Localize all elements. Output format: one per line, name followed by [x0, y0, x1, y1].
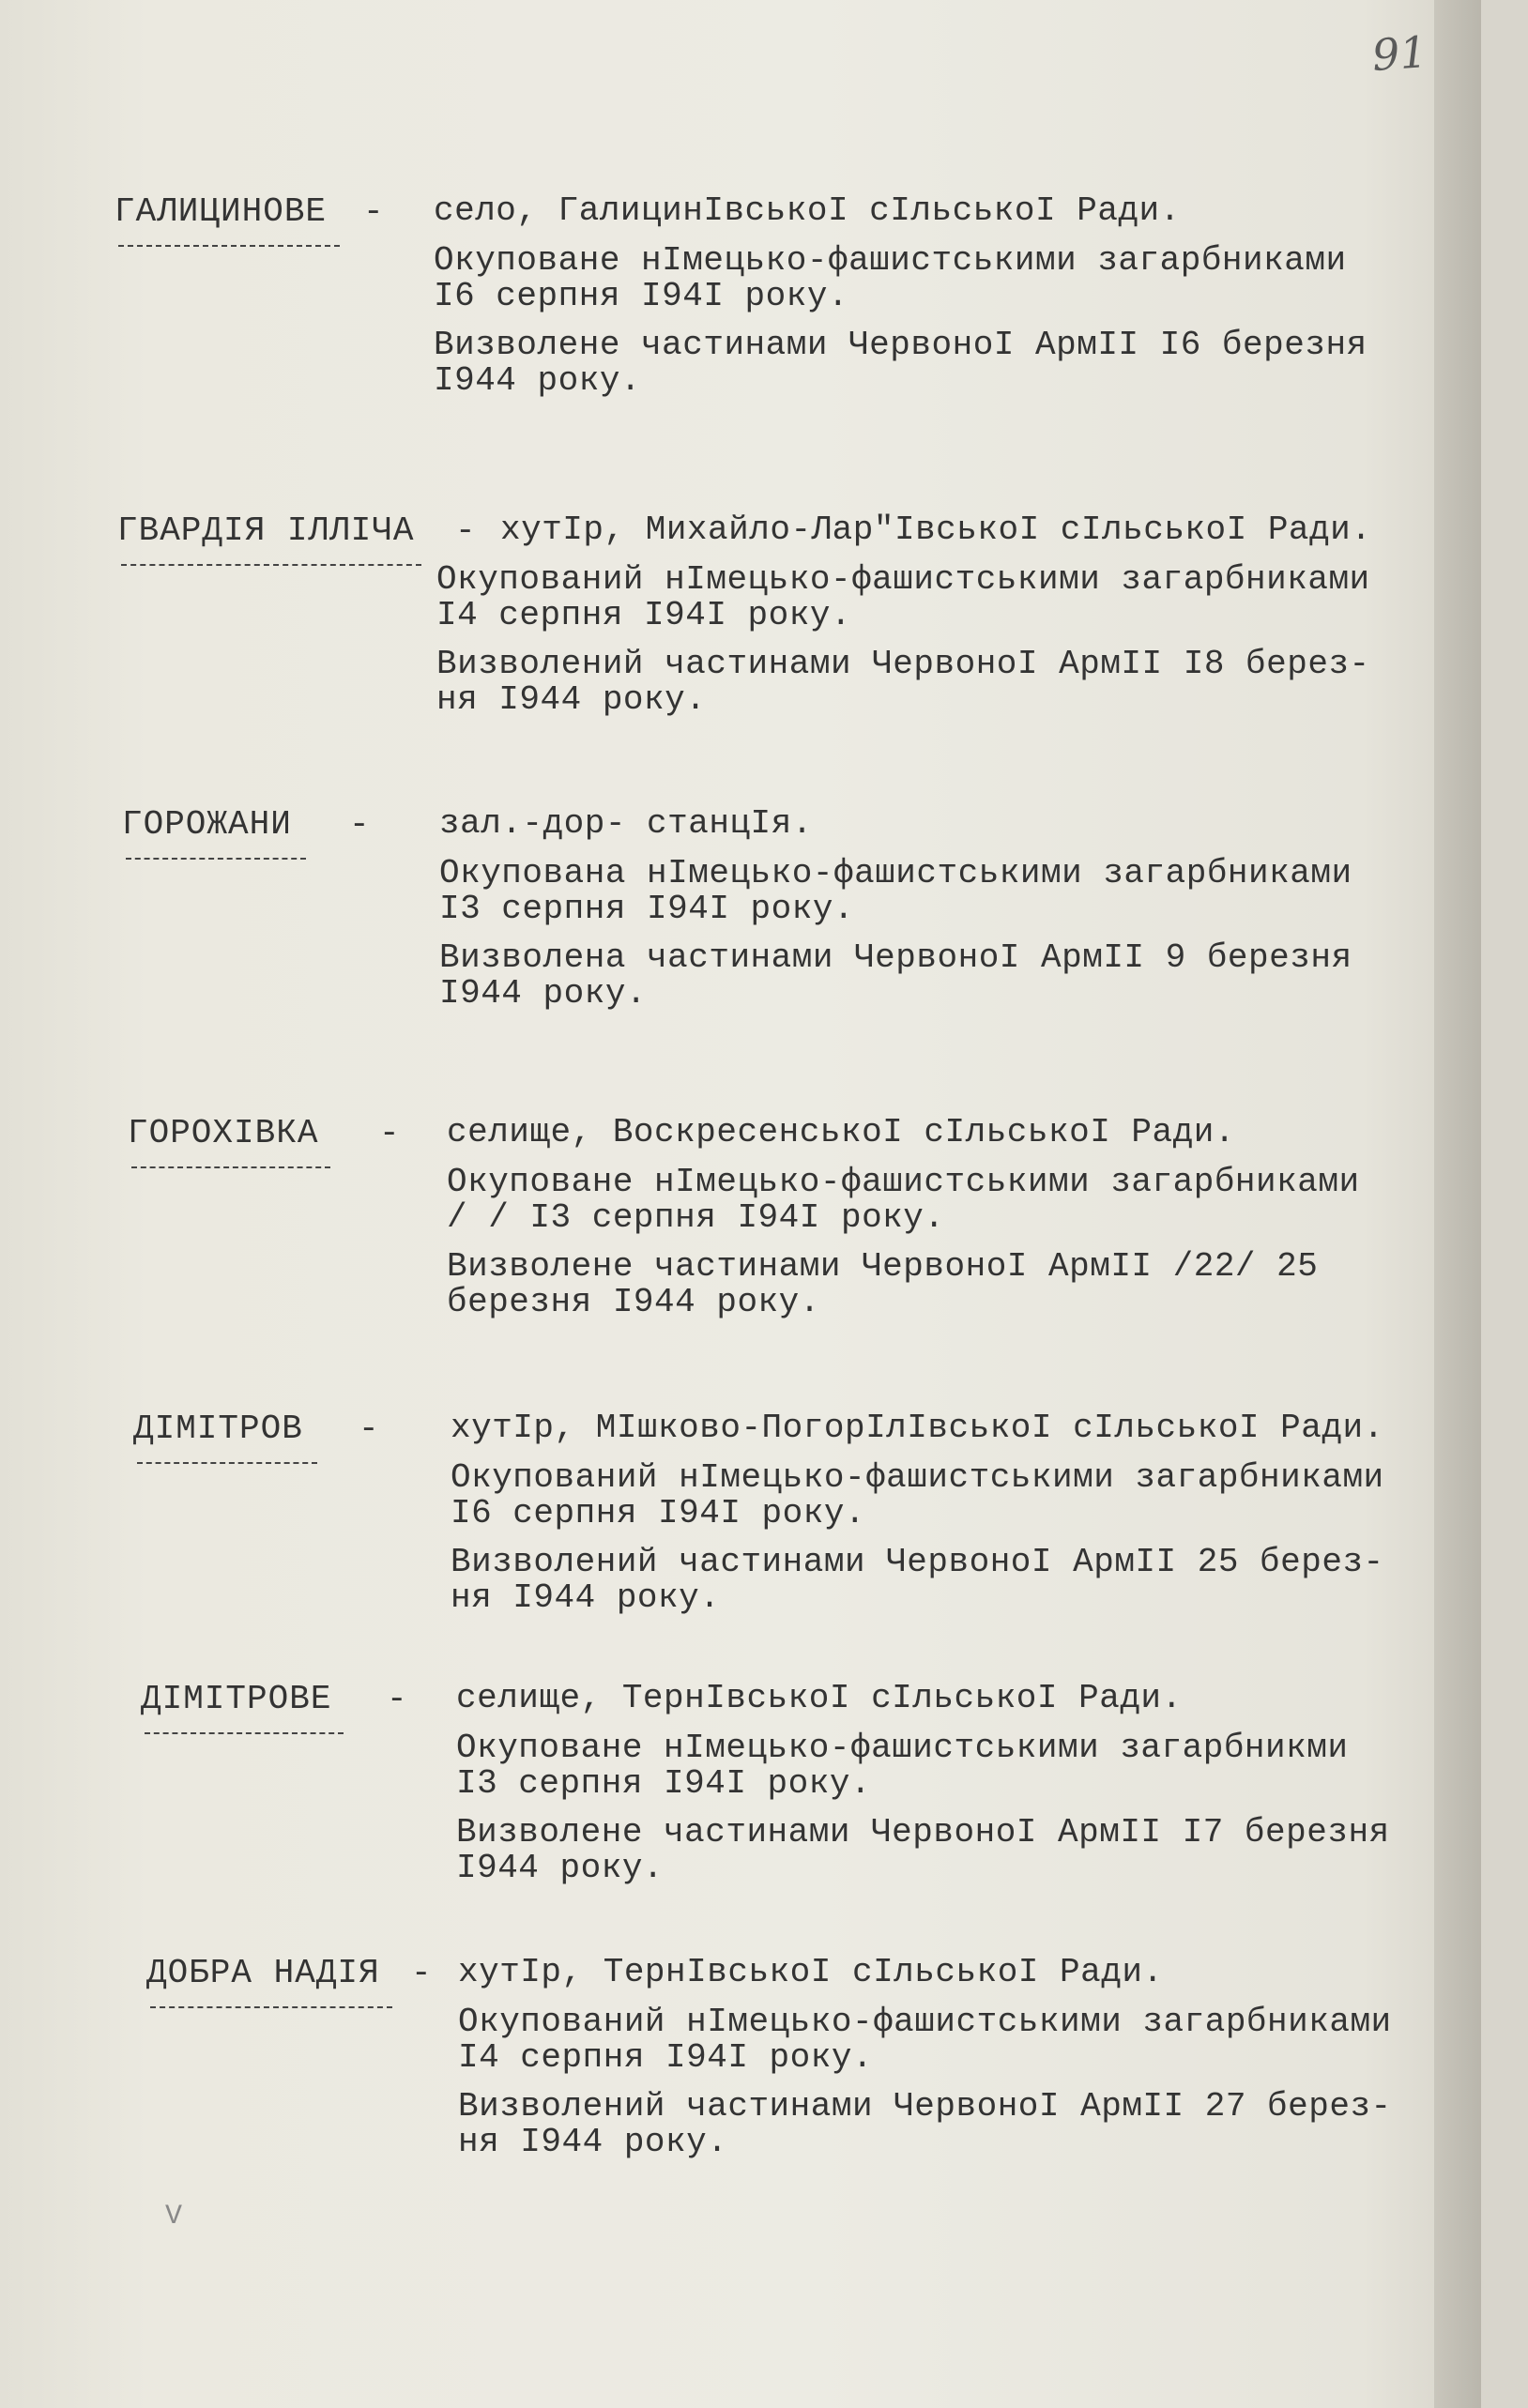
- liberation-paragraph: [439, 940, 1472, 1012]
- liberation-line: Визволене частинами ЧервоноI АрмII /22/ 25: [447, 1247, 1319, 1286]
- liberation-line: Визволений частинами ЧервоноI АрмII 25 берез-: [451, 1543, 1384, 1581]
- occupation-line: / / I3 серпня I94I року.: [447, 1198, 945, 1237]
- occupation-line: Окупований нIмецько-фашистськими загарбниками: [451, 1458, 1384, 1497]
- occupation-line: I3 серпня I94I року.: [456, 1764, 872, 1803]
- occupation-line: Окуповане нIмецько-фашистськими загарбниками: [447, 1163, 1360, 1201]
- page-number: 91: [1370, 26, 1429, 81]
- entry-dash: -: [379, 1114, 400, 1152]
- liberation-line: I944 року.: [434, 361, 642, 400]
- entry-term: ГВАРДІЯ ІЛЛІЧА: [117, 511, 415, 550]
- entry-dash: -: [455, 511, 476, 550]
- entry-location: хутIр, Михайло-Лар"IвськоI сIльськоI Ради.: [500, 511, 1372, 549]
- entry-location: селище, ВоскресенськоI сIльськоI Ради.: [447, 1113, 1235, 1151]
- entry-description: [458, 1954, 1481, 2173]
- entry-description-body: [436, 562, 1469, 731]
- entry-location: зал.-дор- станцIя.: [439, 804, 813, 843]
- occupation-line: Окуповане нIмецько-фашистськими загарбниками: [434, 241, 1347, 280]
- entry-description: [439, 805, 1472, 1025]
- entry-term: ГОРОХІВКА: [128, 1114, 319, 1152]
- entry-description: [447, 1114, 1479, 1334]
- liberation-line: ня I944 року.: [451, 1578, 721, 1617]
- liberation-paragraph: [458, 2089, 1481, 2160]
- occupation-line: Окупована нIмецько-фашистськими загарбниками: [439, 854, 1352, 892]
- occupation-line: I4 серпня I94I року.: [436, 596, 852, 634]
- entry-description: [456, 1680, 1481, 1899]
- entry-description: [500, 511, 1481, 562]
- entry-galytsynove: [115, 192, 1475, 436]
- entry-term: ГАЛИЦИНОВЕ: [115, 192, 328, 231]
- liberation-line: Визволене частинами ЧервоноI АрмII I6 березня: [434, 326, 1368, 364]
- occupation-paragraph: [447, 1165, 1479, 1236]
- liberation-line: Визволене частинами ЧервоноI АрмII I7 березня: [456, 1813, 1390, 1852]
- entry-hvardiia-illicha: [117, 511, 1478, 755]
- occupation-line: I6 серпня I94I року.: [434, 277, 849, 315]
- term-underline: [150, 1999, 392, 2008]
- entry-term: ГОРОЖАНИ: [122, 805, 292, 844]
- entry-dash: -: [349, 805, 370, 844]
- margin-check-mark: V: [165, 2201, 183, 2233]
- occupation-paragraph: [434, 243, 1466, 314]
- entry-horokhivka: [128, 1114, 1481, 1358]
- entry-horozhany: [122, 805, 1481, 1049]
- occupation-paragraph: [436, 562, 1469, 633]
- term-underline: [126, 850, 306, 860]
- liberation-line: Визволений частинами ЧервоноI АрмII 27 берез-: [458, 2087, 1392, 2126]
- liberation-line: березня I944 року.: [447, 1283, 820, 1321]
- term-underline: [131, 1159, 330, 1168]
- occupation-line: I3 серпня I94I року.: [439, 890, 855, 928]
- entry-location: селище, ТернIвськоI сIльськоI Ради.: [456, 1679, 1183, 1717]
- liberation-line: Визволений частинами ЧервоноI АрмII I8 берез-: [436, 645, 1370, 683]
- occupation-line: Окупований нIмецько-фашистськими загарбниками: [436, 560, 1370, 599]
- entry-dimitrov: [133, 1410, 1481, 1654]
- liberation-line: I944 року.: [439, 974, 648, 1013]
- occupation-line: Окупований нIмецько-фашистськими загарбниками: [458, 2003, 1392, 2041]
- liberation-paragraph: [451, 1545, 1481, 1616]
- entry-dash: -: [411, 1954, 432, 1992]
- liberation-line: ня I944 року.: [458, 2123, 728, 2161]
- entry-location: хутIр, МIшково-ПогорIлIвськоI сIльськоI Ради.: [451, 1409, 1384, 1447]
- liberation-paragraph: [436, 647, 1469, 718]
- occupation-line: Окуповане нIмецько-фашистськими загарбникми: [456, 1729, 1349, 1767]
- liberation-paragraph: [447, 1249, 1479, 1320]
- liberation-line: ня I944 року.: [436, 680, 707, 719]
- occupation-line: I6 серпня I94I року.: [451, 1494, 866, 1532]
- entry-term: ДОБРА НАДІЯ: [146, 1954, 380, 1992]
- occupation-paragraph: [451, 1460, 1481, 1532]
- entry-description: [451, 1410, 1481, 1629]
- entry-dash: -: [363, 192, 384, 231]
- occupation-paragraph: [458, 2004, 1481, 2076]
- entry-dobra-nadiia: [146, 1954, 1481, 2198]
- entry-term: ДІМІТРОВЕ: [141, 1680, 332, 1718]
- occupation-paragraph: [456, 1730, 1481, 1802]
- term-underline: [118, 237, 340, 247]
- entry-dash: -: [387, 1680, 407, 1718]
- occupation-line: I4 серпня I94I року.: [458, 2038, 874, 2077]
- entry-dimitrove: [141, 1680, 1481, 1924]
- entry-description: [434, 192, 1466, 412]
- liberation-paragraph: [434, 328, 1466, 399]
- term-underline: [145, 1725, 344, 1734]
- term-underline: [121, 556, 421, 566]
- entry-term: ДІМІТРОВ: [133, 1410, 303, 1448]
- term-underline: [137, 1455, 317, 1464]
- entry-location: хутIр, ТернIвськоI сIльськоI Ради.: [458, 1953, 1164, 1991]
- occupation-paragraph: [439, 856, 1472, 927]
- liberation-line: I944 року.: [456, 1849, 665, 1887]
- liberation-line: Визволена частинами ЧервоноI АрмII 9 березня: [439, 938, 1352, 977]
- entry-location: село, ГалицинIвськоI сIльськоI Ради.: [434, 191, 1181, 230]
- entry-dash: -: [359, 1410, 379, 1448]
- liberation-paragraph: [456, 1815, 1481, 1886]
